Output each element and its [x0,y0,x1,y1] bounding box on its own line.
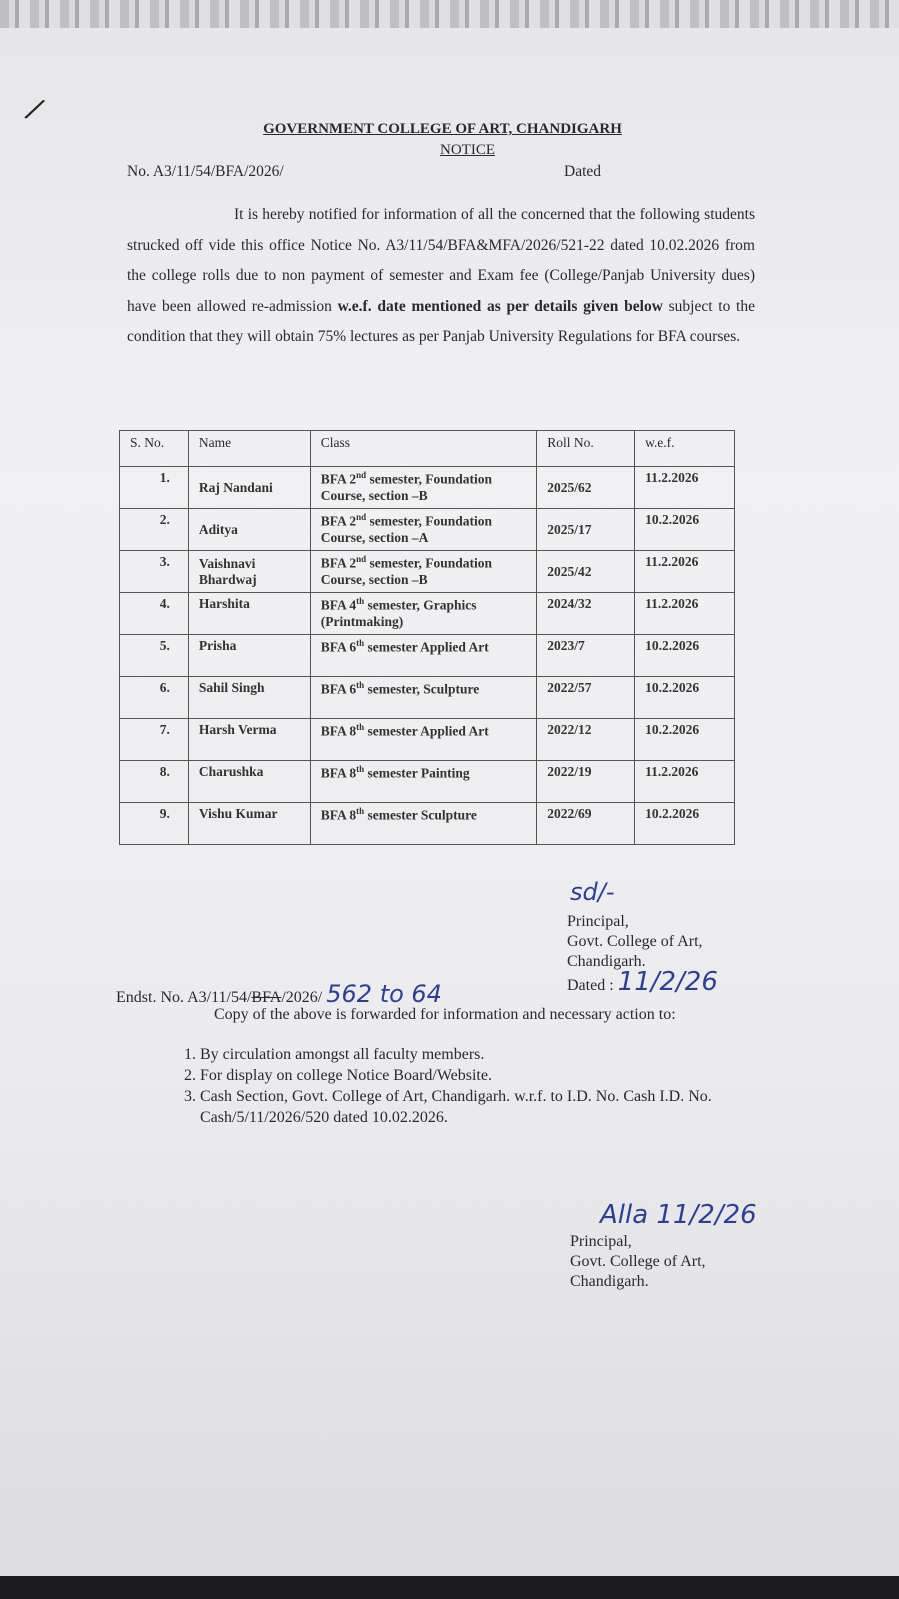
cell-name: Vishu Kumar [188,803,310,845]
class-text: semester, Foundation Course, section –B [320,471,493,503]
notice-dated: Dated [564,163,602,180]
cell-wef: 11.2.2026 [635,551,735,593]
signatory-block-2 [570,1232,706,1292]
class-text: BFA 8 [320,807,357,823]
class-text: BFA 2 [320,471,357,487]
cell-name: Sahil Singh [188,677,310,719]
cell-sno: 1. [120,467,189,509]
endst-prefix: Endst. No. A3/11/54/ [116,989,252,1006]
cell-class [310,719,536,761]
class-sup: th [356,722,365,732]
signatory-college: Govt. College of Art, [570,1253,706,1270]
table-row [120,467,735,509]
cell-wef: 11.2.2026 [635,593,735,635]
list-item: 2. For display on college Notice Board/Website. [200,1065,770,1086]
signatory-city: Chandigarh. [570,1273,649,1290]
notice-number: No. A3/11/54/BFA/2026/ [127,163,284,180]
class-text: BFA 6 [320,639,357,655]
signatory-city: Chandigarh. [567,953,646,970]
photo-top-edge [0,0,899,28]
signatory-block-1 [567,912,718,996]
cell-wef: 10.2.2026 [635,677,735,719]
table-row [120,803,735,845]
body-text-bold: w.e.f. date mentioned as per details given below [337,297,663,315]
cell-roll: 2022/12 [537,719,635,761]
pen-mark: / [24,91,45,126]
cell-wef: 11.2.2026 [635,761,735,803]
signatory-college: Govt. College of Art, [567,933,703,950]
table-row [120,593,735,635]
class-sup: nd [356,512,367,522]
signatory-title: Principal, [570,1233,632,1250]
notice-body [127,200,755,353]
photo-bottom-edge [0,1576,899,1599]
copy-forward-text: Copy of the above is forwarded for information and necessary action to: [214,1006,676,1023]
cell-sno: 8. [120,761,189,803]
col-roll: Roll No. [537,431,635,467]
cell-name: Raj Nandani [188,467,310,509]
class-text: BFA 4 [320,597,357,613]
cell-name: Prisha [188,635,310,677]
cell-sno: 9. [120,803,189,845]
cell-class [310,551,536,593]
cell-roll: 2025/17 [537,509,635,551]
cell-roll: 2025/42 [537,551,635,593]
signature-sd: sd/- [570,878,615,906]
cell-roll: 2024/32 [537,593,635,635]
cell-wef: 10.2.2026 [635,719,735,761]
col-name: Name [188,431,310,467]
class-sup: th [356,638,365,648]
class-text: semester, Foundation Course, section –B [320,555,493,587]
body-text-2: subject to the condition that they will obtain 75% lectures as per Panjab University Regulations for BFA courses. [127,297,755,345]
distribution-list [172,1044,770,1128]
cell-roll: 2022/69 [537,803,635,845]
signature-principal: Alla 11/2/26 [600,1200,757,1230]
cell-class [310,635,536,677]
handwritten-number: 562 to 64 [326,980,442,1008]
class-text: semester, Graphics (Printmaking) [320,597,477,629]
col-wef: w.e.f. [635,431,735,467]
struck-text: BFA [251,989,282,1006]
college-heading: GOVERNMENT COLLEGE OF ART, CHANDIGARH [263,121,622,137]
table-row [120,677,735,719]
endst-suffix: /2026/ [281,989,323,1006]
class-sup: nd [356,470,367,480]
dated-label: Dated : [567,977,614,994]
cell-name: Charushka [188,761,310,803]
cell-wef: 11.2.2026 [635,467,735,509]
cell-wef: 10.2.2026 [635,635,735,677]
cell-name: Vaishnavi Bhardwaj [188,551,310,593]
cell-wef: 10.2.2026 [635,509,735,551]
table-row [120,719,735,761]
cell-class [310,593,536,635]
class-text: semester Applied Art [364,723,489,739]
handwritten-date: 11/2/26 [617,967,718,997]
class-text: BFA 6 [320,681,357,697]
cell-name: Harshita [188,593,310,635]
signatory-title: Principal, [567,913,629,930]
notice-heading: NOTICE [440,142,495,158]
cell-roll: 2022/19 [537,761,635,803]
cell-class [310,509,536,551]
class-text: BFA 2 [320,555,357,571]
list-item: 3. Cash Section, Govt. College of Art, Chandigarh. w.r.f. to I.D. No. Cash I.D. No. Cash/5/11/2026/520 dated 10.02.2026. [200,1086,770,1128]
col-sno: S. No. [120,431,189,467]
cell-class [310,677,536,719]
cell-class [310,803,536,845]
class-sup: th [356,764,365,774]
table-row [120,551,735,593]
table-row [120,761,735,803]
class-sup: nd [356,554,367,564]
cell-class [310,467,536,509]
class-sup: th [356,806,365,816]
class-text: BFA 8 [320,765,357,781]
cell-sno: 7. [120,719,189,761]
cell-name: Aditya [188,509,310,551]
list-item: 1. By circulation amongst all faculty members. [200,1044,770,1065]
cell-sno: 3. [120,551,189,593]
class-text: semester Sculpture [364,807,477,823]
cell-sno: 2. [120,509,189,551]
class-text: semester Applied Art [364,639,489,655]
table-row [120,509,735,551]
col-class: Class [310,431,536,467]
cell-roll: 2023/7 [537,635,635,677]
cell-roll: 2025/62 [537,467,635,509]
cell-class [310,761,536,803]
students-table [119,430,735,845]
cell-sno: 6. [120,677,189,719]
class-text: semester, Foundation Course, section –A [320,513,493,545]
table-header-row [120,431,735,467]
class-sup: th [356,680,365,690]
class-text: BFA 8 [320,723,357,739]
cell-roll: 2022/57 [537,677,635,719]
class-text: BFA 2 [320,513,357,529]
cell-wef: 10.2.2026 [635,803,735,845]
cell-name: Harsh Verma [188,719,310,761]
cell-sno: 5. [120,635,189,677]
cell-sno: 4. [120,593,189,635]
body-text-1: It is hereby notified for information of all the concerned that the following students strucked off vide this office Notice No. A3/11/54/BFA&MFA/2026/521-22 dated 10.02.2026 from the college rolls due to non payment of semester and Exam fee (College/Panjab University dues) have been allowed re-admission [127,206,755,315]
class-sup: th [356,596,365,606]
table-row [120,635,735,677]
class-text: semester, Sculpture [364,681,480,697]
class-text: semester Painting [364,765,470,781]
